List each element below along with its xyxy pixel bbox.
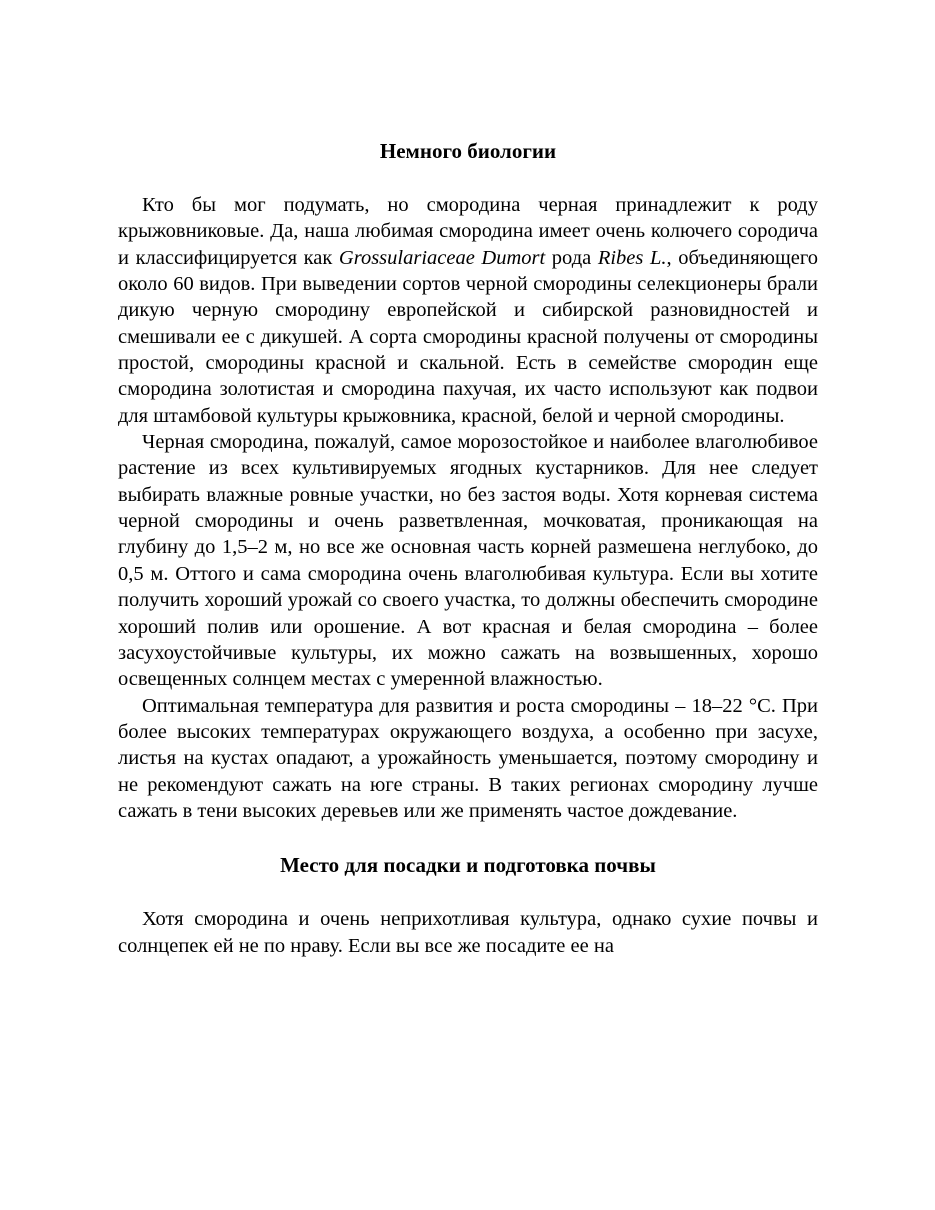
paragraph-text: , объединяющего около 60 видов. При выведении сортов черной смородины селекционеры брали дикую черную смородину европейской и сибирской разновидностей и смешивали ее с дикушей. А сорта смородины красной получены от смородины простой, смородины красной и скальной. Есть в семействе смородин еще смородина золотистая и смородина пахучая, их часто используют как подвои для штамбовой культуры крыжовника, красной, белой и черной смородины. [118, 246, 818, 427]
paragraph-classification [118, 192, 818, 429]
paragraph-text: рода [545, 246, 598, 269]
book-page [118, 136, 818, 959]
latin-name: Grossulariaceae Dumort [338, 246, 546, 269]
paragraph-moisture: Черная смородина, пожалуй, самое морозостойкое и наиболее влаголюбивое растение из всех культивируемых ягодных кустарников. Для нее следует выбирать влажные ровные участки, но без застоя воды. Хотя корневая система черной смородины и очень разветвленная, мочковатая, проникающая на глубину до 1,5–2 м, но все же основная часть корней размешена неглубоко, до 0,5 м. Оттого и сама смородина очень влаголюбивая культура. Если вы хотите получить хороший урожай со своего участка, то должны обеспечить смородине хороший полив или орошение. А вот красная и белая смородина – более засухоустойчивые культуры, их можно сажать на возвышенных, хорошо освещенных солнцем местах с умеренной влажностью. [118, 431, 818, 691]
paragraph-temperature: Оптимальная температура для развития и роста смородины – 18–22 °C. При более высоких температурах окружающего воздуха, а особенно при засухе, листья на кустах опадают, а урожайность уменьшается, поэтому смородину и не рекомендуют сажать на юге страны. В таких регионах смородину лучше сажать в тени высоких деревьев или же применять частое дождевание. [118, 694, 818, 822]
section-title-biology: Немного биологии [379, 139, 557, 163]
section-title-planting: Место для посадки и подготовка почвы [280, 853, 656, 878]
latin-name: Ribes L. [597, 246, 667, 269]
paragraph-text: Кто бы мог подумать, но смородина черная принадлежит к роду крыжовниковые. Да, наша любимая смородина имеет очень колючего сородича и классифицируется как [118, 194, 818, 269]
paragraph-soil: Хотя смородина и очень неприхотливая культура, однако сухие почвы и солнцепек ей не по нраву. Если вы все же посадите ее на [118, 908, 818, 957]
